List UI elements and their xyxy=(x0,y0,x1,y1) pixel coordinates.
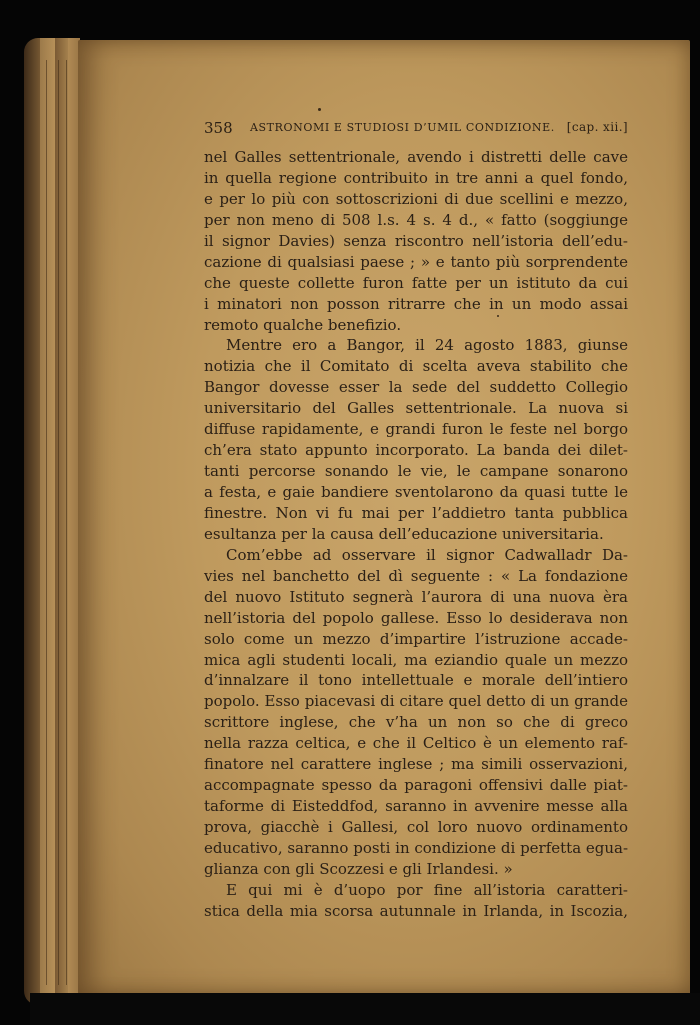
text-line: tanti percorse sonando le vie, le campane sonarono xyxy=(204,462,628,481)
text-line: Bangor dovesse esser la sede del suddetto Collegio xyxy=(204,378,628,397)
text-line: a festa, e gaie bandiere sventolarono da quasi tutte le xyxy=(204,483,628,501)
text-line: i minatori non posson ritrarre che in un modo assai xyxy=(204,294,628,313)
text-line: diffuse rapidamente, e grandi furon le feste nel borgo xyxy=(204,420,628,439)
bottom-shadow xyxy=(30,993,700,1025)
text-line: universitario del Galles settentrionale. La nuova si xyxy=(204,399,628,418)
body-text xyxy=(204,147,628,922)
text-line: notizia che il Comitato di scelta aveva stabilito che xyxy=(204,357,628,376)
text-line: nella razza celtica, e che il Celtico è un elemento raf- xyxy=(204,734,628,753)
text-line: finestre. Non vi fu mai per l’addietro tanta pubblica xyxy=(204,503,628,522)
text-line: E qui mi è d’uopo por fine all’istoria caratteri- xyxy=(226,880,628,899)
text-line: popolo. Esso piacevasi di citare quel detto di un grande xyxy=(204,692,628,711)
text-line: Mentre ero a Bangor, il 24 agosto 1883, giunse xyxy=(226,336,628,355)
text-line: prova, giacchè i Gallesi, col loro nuovo ordinamento xyxy=(204,818,628,836)
running-title: ASTRONOMI E STUDIOSI D’UMIL CONDIZIONE. xyxy=(250,121,555,134)
page-edge-line xyxy=(66,60,67,985)
chapter-label: [cap. xii.] xyxy=(566,120,628,134)
text-line: educativo, saranno posti in condizione di perfetta egua- xyxy=(204,838,629,857)
text-line: accompagnate spesso da paragoni offensivi dalle piat- xyxy=(204,776,628,795)
text-line: nell’istoria del popolo gallese. Esso lo desiderava non xyxy=(204,608,628,627)
page-number: 358 xyxy=(204,119,233,137)
text-line: solo come un mezzo d’impartire l’istruzione accade- xyxy=(204,629,628,648)
page-edge-line xyxy=(46,60,47,985)
text-line: che queste collette furon fatte per un istituto da cui xyxy=(204,273,628,292)
text-line: esultanza per la causa dell’educazione universitaria. xyxy=(204,524,604,543)
text-line: taforme di Eisteddfod, saranno in avvenire messe alla xyxy=(204,797,628,816)
text-line: per non meno di 508 l.s. 4 s. 4 d., « fatto (soggiunge xyxy=(204,210,628,229)
text-line: nel Galles settentrionale, avendo i distretti delle cave xyxy=(204,148,628,166)
text-line: remoto qualche benefizio. xyxy=(204,315,402,334)
text-line: e per lo più con sottoscrizioni di due scellini e mezzo, xyxy=(204,189,628,208)
text-line: glianza con gli Scozzesi e gli Irlandesi. » xyxy=(204,859,513,878)
text-line: Com’ebbe ad osservare il signor Cadwalladr Da- xyxy=(226,545,628,564)
page-edge xyxy=(40,38,56,1005)
page-edge-line xyxy=(58,60,59,985)
text-line: cazione di qualsiasi paese ; » e tanto più sorprendente xyxy=(204,252,628,271)
text-line: in quella regione contribuito in tre anni a quel fondo, xyxy=(204,168,628,187)
text-line: stica della mia scorsa autunnale in Irlanda, in Iscozia, xyxy=(204,901,628,920)
text-line: mica agli studenti locali, ma eziandio quale un mezzo xyxy=(204,650,628,669)
text-line: d’innalzare il tono intellettuale e morale dell’intiero xyxy=(204,671,628,690)
paper-speck xyxy=(318,108,321,111)
running-header xyxy=(204,117,628,139)
text-line: ch’era stato appunto incorporato. La banda dei dilet- xyxy=(204,441,628,460)
text-line: del nuovo Istituto segnerà l’aurora di una nuova èra xyxy=(204,587,628,606)
text-line: finatore nel carattere inglese ; ma simili osservazioni, xyxy=(204,755,628,774)
text-line: vies nel banchetto del dì seguente : « La fondazione xyxy=(204,566,628,585)
text-line: scrittore inglese, che v’ha un non so che di greco xyxy=(204,713,628,732)
text-line: il signor Davies) senza riscontro nell’istoria dell’edu- xyxy=(204,231,628,250)
